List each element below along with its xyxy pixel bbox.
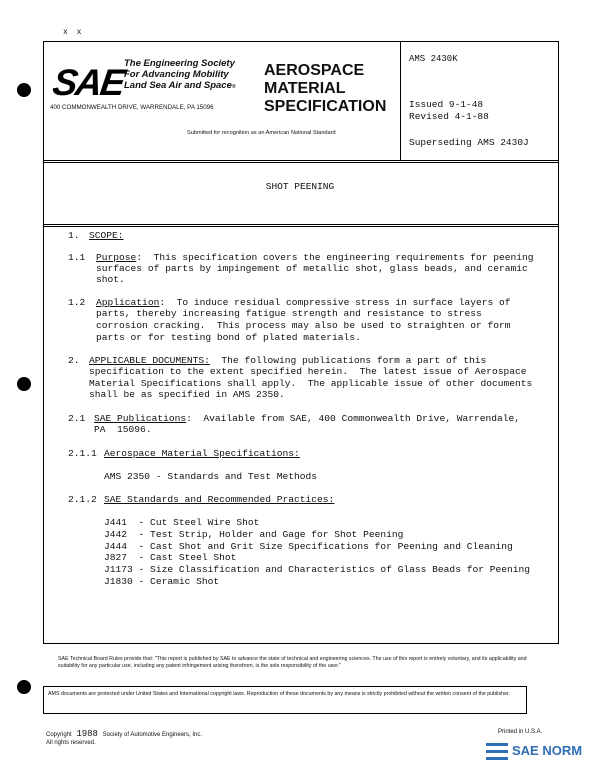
doc-title: SHOT PEENING [265, 181, 335, 192]
revised-date: Revised 4-1-88 [409, 111, 489, 122]
section-1-2-line: Application: To induce residual compressive stress in surface layers of [96, 297, 511, 308]
tagline-line: The Engineering Society [124, 58, 235, 69]
superseding-note: Superseding AMS 2430J [409, 137, 529, 148]
section-2-line: specification to the extent specified herein. The latest issue of Aerospace [89, 366, 527, 377]
section-2-1-num: 2.1 [68, 413, 86, 424]
section-2-line: Material Specifications shall apply. The applicable issue of other documents [89, 378, 533, 389]
section-1-title: SCOPE: [89, 230, 124, 241]
section-1-1-line: surfaces of parts by impingement of metallic shot, glass beads, and ceramic [96, 263, 528, 274]
section-2-1-line: PA 15096. [94, 424, 152, 435]
standard-list-item: J441 - Cut Steel Wire Shot [104, 517, 260, 528]
standard-list-item: J442 - Test Strip, Holder and Gage for Shot Peening [104, 529, 404, 540]
standard-list-item: J1173 - Size Classification and Characteristics of Glass Beads for Peening [104, 564, 531, 575]
section-2-1-1-heading: Aerospace Material Specifications: [104, 448, 300, 459]
section-1-2-heading: Application [96, 297, 160, 308]
title-line: AEROSPACE [264, 62, 365, 79]
standard-list-item: J827 - Cast Steel Shot [104, 552, 237, 563]
section-2-line: shall be as specified in AMS 2350. [89, 389, 285, 400]
section-2-1-2-heading: SAE Standards and Recommended Practices: [104, 494, 335, 505]
technical-board-rules: SAE Technical Board Rules provide that: "This report is published by SAE to advance the state of technical and engineering sciences. The use of this report is entirely voluntary, and its applicability and suitability for any particular use, including any patent infringement arising therefrom, is the sole responsibility of the user." [58, 656, 527, 669]
sae-norm-stamp [484, 740, 596, 768]
sae-logo: SAE [50, 62, 127, 103]
issued-date: Issued 9-1-48 [409, 99, 484, 110]
section-1-2-line: corrosion cracking. This process may also be used to straighten or form [96, 320, 511, 331]
tagline-line: Land Sea Air and Space® [124, 80, 236, 91]
section-2-1-heading: SAE Publications [94, 413, 187, 424]
stamp-text: SAE NORM [512, 743, 583, 758]
title-line: SPECIFICATION [264, 98, 387, 115]
header-divider [400, 41, 401, 161]
section-1-2-line: parts, thereby increasing fatigue strength and resistance to stress [96, 308, 482, 319]
section-1-1-line: Purpose: This specification covers the engineering requirements for peening [96, 252, 534, 263]
tagline-line: For Advancing Mobility [124, 69, 229, 80]
society-address: 400 COMMONWEALTH DRIVE, WARRENDALE, PA 15096 [50, 104, 214, 111]
submitted-note: Submitted for recognition as an American National Standard [187, 130, 336, 136]
section-1-1-heading: Purpose [96, 252, 137, 263]
section-1-2-num: 1.2 [68, 297, 86, 308]
copyright-notice: AMS documents are protected under United States and International copyright laws. Reproduction of these documents by any means is strictly prohibited without the written consent of the publisher. [48, 691, 510, 697]
corner-marks: x x [63, 28, 84, 37]
printed-in: Printed in U.S.A. [498, 729, 543, 735]
section-1-1-num: 1.1 [68, 252, 86, 263]
section-2-line: APPLICABLE DOCUMENTS: The following publications form a part of this [89, 355, 487, 366]
rights-reserved: All rights reserved. [46, 740, 96, 746]
title-line: MATERIAL [264, 80, 346, 97]
doc-number: AMS 2430K [409, 54, 458, 64]
section-1-1-line: shot. [96, 274, 125, 285]
section-2-1-line: SAE Publications: Available from SAE, 400 Commonwealth Drive, Warrendale, [94, 413, 521, 424]
copyright-line: Copyright 1988 Society of Automotive Engineers, Inc. [46, 729, 203, 739]
sae-stamp-icon [484, 740, 512, 766]
standard-list-item: J444 - Cast Shot and Grit Size Specifications for Peening and Cleaning [104, 541, 513, 552]
ams-reference: AMS 2350 - Standards and Test Methods [104, 471, 318, 482]
section-2-1-2-num: 2.1.2 [68, 494, 97, 505]
punch-hole [17, 680, 31, 694]
punch-hole [17, 83, 31, 97]
section-2-num: 2. [68, 355, 80, 366]
title-frame [43, 160, 559, 227]
section-2-heading: APPLICABLE DOCUMENTS: [89, 355, 210, 366]
section-1-2-line: parts or for testing bond of plated materials. [96, 332, 361, 343]
punch-hole [17, 377, 31, 391]
section-2-1-1-num: 2.1.1 [68, 448, 97, 459]
standard-list-item: J1830 - Ceramic Shot [104, 576, 220, 587]
section-1-num: 1. [68, 230, 80, 241]
